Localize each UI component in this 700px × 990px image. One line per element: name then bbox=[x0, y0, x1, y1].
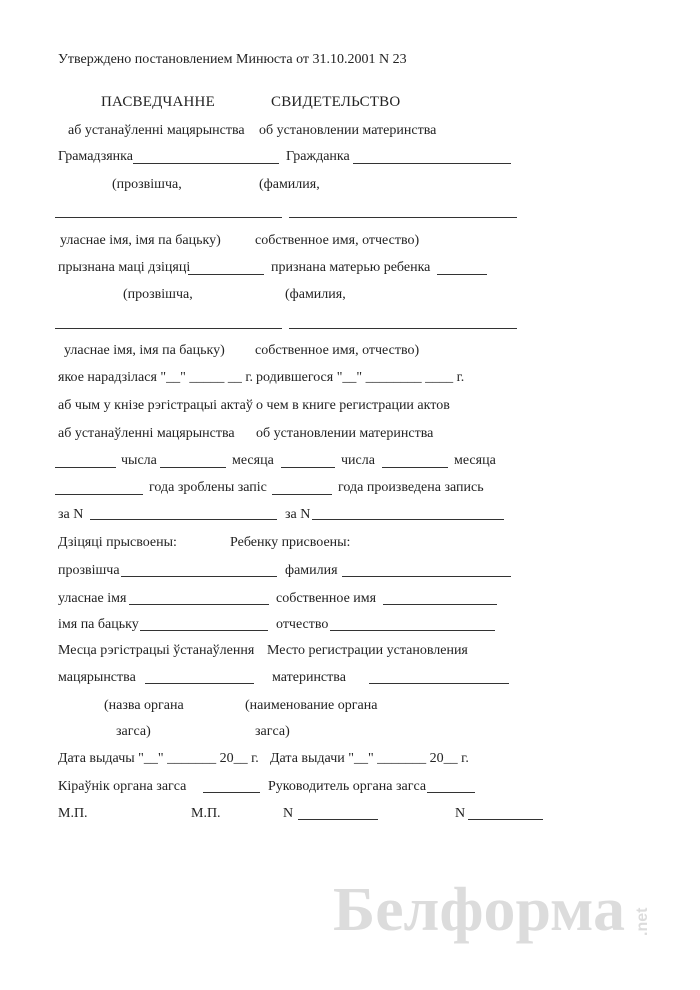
stamp-place-by: М.П. bbox=[58, 806, 88, 821]
maternity-label-by: аб устанаўленні мацярынства bbox=[58, 426, 235, 441]
firstname-field-by[interactable] bbox=[129, 604, 269, 605]
watermark-logo bbox=[333, 870, 663, 950]
firstname-field-ru[interactable] bbox=[383, 604, 497, 605]
surname-label-by: прозвішча bbox=[58, 563, 120, 578]
year-field-by[interactable] bbox=[55, 494, 143, 495]
assigned-label-by: Дзіцяці прысвоены: bbox=[58, 535, 177, 550]
number-sign-by: N bbox=[283, 806, 294, 821]
hint-organ-ru: (наименование органа bbox=[245, 698, 378, 713]
recognized-field-ru[interactable] bbox=[437, 274, 487, 275]
title-russian: СВИДЕТЕЛЬСТВО bbox=[271, 94, 401, 110]
firstname-label-ru: собственное имя bbox=[276, 591, 377, 606]
recognized-field-by[interactable] bbox=[188, 274, 264, 275]
issue-date-by: Дата выдачы "__" _______ 20__ г. bbox=[58, 751, 259, 766]
citizen-field-by[interactable] bbox=[133, 163, 279, 164]
day-label-by: чысла bbox=[121, 453, 157, 468]
maternity-label-ru: об установлении материнства bbox=[256, 426, 434, 441]
day-field-by[interactable] bbox=[55, 467, 116, 468]
number-sign-field-by[interactable] bbox=[298, 819, 378, 820]
recognized-label-ru: признана матерью ребенка bbox=[271, 260, 431, 275]
patronymic-label-ru: отчество bbox=[276, 617, 329, 632]
title-belarusian: ПАСВЕДЧАННЕ bbox=[101, 94, 215, 110]
record-label-by: аб чым у кнізе рэгістрацыі актаў bbox=[58, 398, 253, 413]
hint-surname2-ru: (фамилия, bbox=[285, 287, 346, 302]
firstname-label-by: уласнае імя bbox=[58, 591, 127, 606]
place-label-ru: Место регистрации установления bbox=[267, 643, 468, 658]
place-label-by: Месца рэгістрацыі ўстанаўлення bbox=[58, 643, 255, 658]
citizen-label-ru: Гражданка bbox=[286, 149, 350, 164]
born-label-by: якое нарадзілася "__" _____ __ г. bbox=[58, 370, 253, 385]
approval-note: Утверждено постановлением Минюста от 31.10.2001 N 23 bbox=[58, 52, 407, 67]
month-field-ru[interactable] bbox=[382, 467, 448, 468]
surname-field-by[interactable] bbox=[121, 576, 277, 577]
record-label-ru: о чем в книге регистрации актов bbox=[256, 398, 450, 413]
surname-label-ru: фамилия bbox=[285, 563, 338, 578]
place2-label-ru: материнства bbox=[272, 670, 346, 685]
hint-surname-ru: (фамилия, bbox=[259, 177, 320, 192]
head-field-ru[interactable] bbox=[427, 792, 475, 793]
month-field-by[interactable] bbox=[160, 467, 226, 468]
head-label-by: Кіраўнік органа загса bbox=[58, 779, 187, 794]
watermark-suffix: .net bbox=[634, 907, 651, 936]
fullname2-field-by[interactable] bbox=[55, 328, 282, 329]
patronymic-label-by: імя па бацьку bbox=[58, 617, 139, 632]
number-sign-ru: N bbox=[455, 806, 466, 821]
number-label-ru: за N bbox=[285, 507, 311, 522]
hint-surname2-by: (прозвішча, bbox=[123, 287, 193, 302]
year-made-label-by: года зроблены запіс bbox=[149, 480, 267, 495]
patronymic-field-by[interactable] bbox=[140, 630, 268, 631]
place2-label-by: мацярынства bbox=[58, 670, 136, 685]
number-label-by: за N bbox=[58, 507, 84, 522]
citizen-label-by: Грамадзянка bbox=[58, 149, 133, 164]
fullname2-field-ru[interactable] bbox=[289, 328, 517, 329]
recognized-label-by: прызнана маці дзіцяці bbox=[58, 260, 191, 275]
assigned-label-ru: Ребенку присвоены: bbox=[230, 535, 351, 550]
surname-field-ru[interactable] bbox=[342, 576, 511, 577]
fullname-field-by[interactable] bbox=[55, 217, 282, 218]
born-label-ru: родившегося "__" ________ ____ г. bbox=[256, 370, 465, 385]
hint-name2-ru: собственное имя, отчество) bbox=[255, 343, 420, 358]
hint-zags-by: загса) bbox=[116, 724, 151, 739]
hint-name-ru: собственное имя, отчество) bbox=[255, 233, 420, 248]
issue-date-ru: Дата выдачи "__" _______ 20__ г. bbox=[270, 751, 469, 766]
citizen-field-ru[interactable] bbox=[353, 163, 511, 164]
stamp-place-ru: М.П. bbox=[191, 806, 221, 821]
hint-name-by: уласнае імя, імя па бацьку) bbox=[60, 233, 221, 248]
place-field-ru[interactable] bbox=[369, 683, 509, 684]
number-sign-field-ru[interactable] bbox=[468, 819, 543, 820]
month-label-by: месяца bbox=[232, 453, 274, 468]
number-field-by[interactable] bbox=[90, 519, 277, 520]
number-field-ru[interactable] bbox=[312, 519, 504, 520]
place-field-by[interactable] bbox=[145, 683, 254, 684]
fullname-field-ru[interactable] bbox=[289, 217, 517, 218]
hint-zags-ru: загса) bbox=[255, 724, 290, 739]
subtitle-belarusian: аб устанаўленні мацярынства bbox=[68, 123, 245, 138]
hint-surname-by: (прозвішча, bbox=[112, 177, 182, 192]
hint-name2-by: уласнае імя, імя па бацьку) bbox=[64, 343, 225, 358]
hint-organ-by: (назва органа bbox=[104, 698, 184, 713]
watermark-brand: Белформа bbox=[333, 876, 625, 944]
subtitle-russian: об установлении материнства bbox=[259, 123, 437, 138]
day-label-ru: числа bbox=[341, 453, 375, 468]
day-field-ru[interactable] bbox=[281, 467, 335, 468]
patronymic-field-ru[interactable] bbox=[330, 630, 495, 631]
head-label-ru: Руководитель органа загса bbox=[268, 779, 427, 794]
year-field-ru[interactable] bbox=[272, 494, 332, 495]
year-made-label-ru: года произведена запись bbox=[338, 480, 484, 495]
head-field-by[interactable] bbox=[203, 792, 260, 793]
month-label-ru: месяца bbox=[454, 453, 496, 468]
